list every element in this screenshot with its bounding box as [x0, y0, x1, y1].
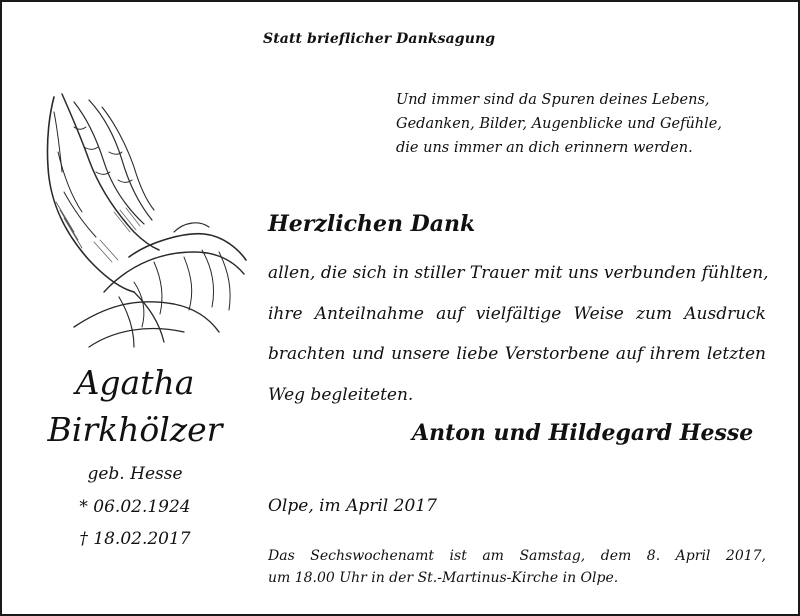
- poem-line: Gedanken, Bilder, Augenblicke und Gefühle,: [396, 116, 722, 132]
- thanks-line: brachten und unsere liebe Verstorbene auf ihrem letzten: [268, 344, 766, 364]
- deceased-last-name: Birkhölzer: [47, 410, 223, 449]
- notice-header: Statt brieflicher Danksagung: [263, 31, 496, 47]
- poem-line: Und immer sind da Spuren deines Lebens,: [396, 92, 710, 108]
- praying-hands-icon: [34, 92, 249, 350]
- thanks-title: Herzlichen Dank: [268, 211, 476, 237]
- birth-date: * 06.02.1924: [79, 497, 191, 517]
- thanks-text: [268, 253, 769, 415]
- mass-note: [268, 545, 766, 589]
- poem: [396, 88, 756, 160]
- note-line: um 18.00 Uhr in der St.-Martinus-Kirche in Olpe.: [268, 570, 619, 586]
- thanks-line: ihre Anteilnahme auf vielfältige Weise zum Ausdruck: [268, 303, 766, 324]
- place-date: Olpe, im April 2017: [268, 496, 437, 516]
- thanks-line: allen, die sich in stiller Trauer mit uns verbunden fühlten,: [268, 263, 769, 283]
- signers: Anton und Hildegard Hesse: [412, 420, 754, 446]
- note-line: Das Sechswochenamt ist am Samstag, dem 8. April 2017,: [268, 548, 766, 564]
- poem-line: die uns immer an dich erinnern werden.: [396, 140, 693, 156]
- maiden-name: geb. Hesse: [87, 464, 183, 484]
- death-date: † 18.02.2017: [79, 529, 191, 549]
- deceased-first-name: Agatha: [75, 363, 195, 402]
- thanks-line: Weg begleiteten.: [268, 384, 414, 405]
